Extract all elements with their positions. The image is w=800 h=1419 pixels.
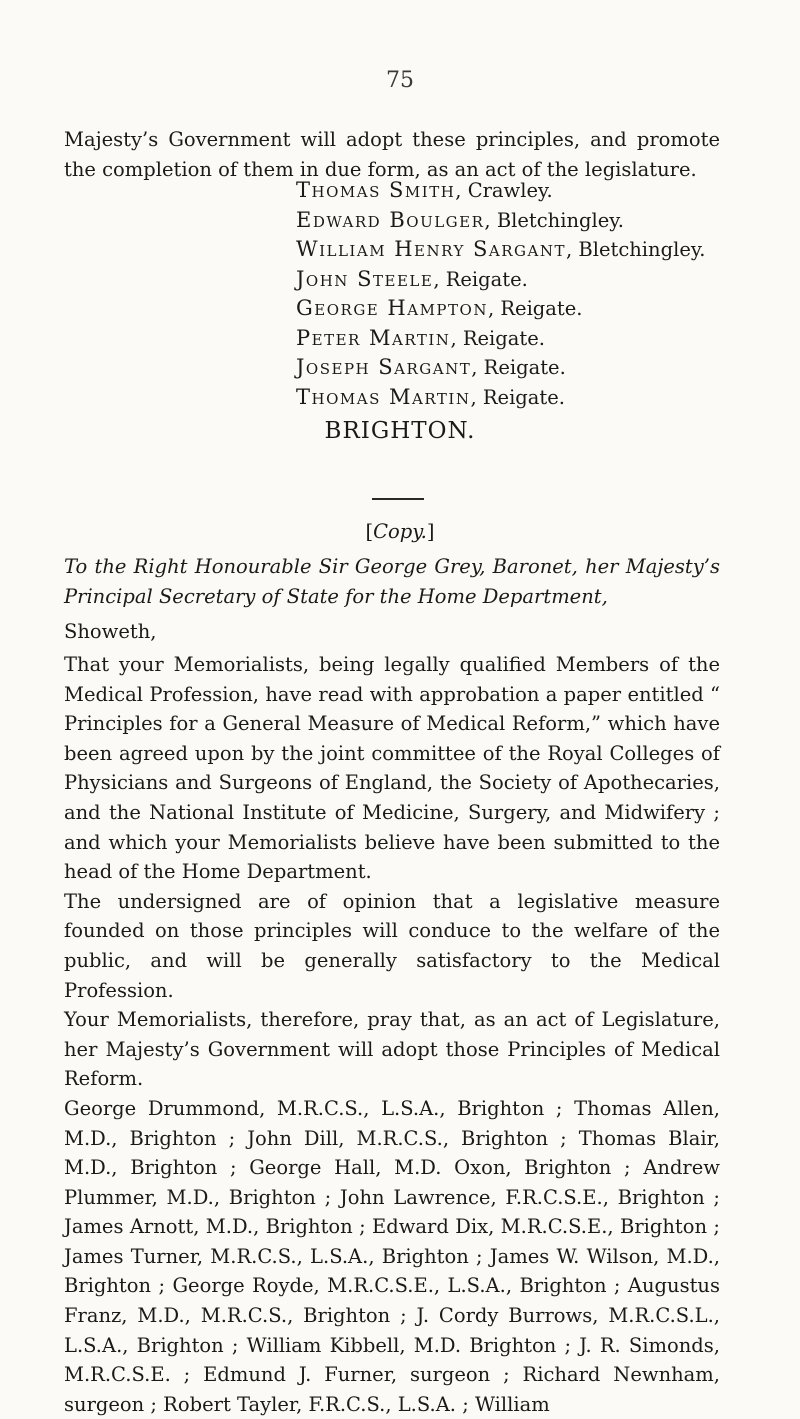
page-number: 75: [386, 68, 414, 93]
showeth-line: Showeth,: [64, 620, 157, 643]
signatory-place: , Bletchingley.: [484, 208, 624, 232]
signatory-line: [296, 206, 756, 236]
signatory-name: Thomas Martin: [296, 384, 471, 409]
signatory-place: , Reigate.: [433, 267, 528, 291]
paragraph-memorialists: That your Memorialists, being legally qualified Members of the Medical Profession, have read with approbation a paper entitled “ Principles for a General Measure of Medical Reform,” which have been agreed upon by the joint committee of the Royal Colleges of Physicians and Surgeons of England, the Society of Apothecaries, and the National Institute of Medicine, Surgery, and Midwifery ; and which your Memorialists believe have been submitted to the head of the Home Department.: [64, 653, 720, 884]
signatory-place: , Bletchingley.: [565, 238, 706, 261]
signatory-name: William Henry Sargant: [296, 237, 566, 261]
signatory-line: [296, 265, 756, 295]
signatory-place: , Reigate.: [487, 297, 583, 320]
signatory-name: Edward Boulger: [296, 207, 485, 232]
copy-note-close: ]: [426, 520, 435, 543]
copy-note-word: Copy.: [373, 520, 427, 543]
signatory-line: [296, 294, 756, 324]
section-heading: BRIGHTON.: [324, 418, 476, 444]
signatory-place: , Crawley.: [455, 179, 553, 202]
signatory-line: [296, 353, 756, 383]
copy-note-open: [: [365, 520, 374, 543]
signatory-place: , Reigate.: [471, 356, 566, 379]
signatory-line: [296, 324, 756, 354]
signatory-list: [296, 176, 756, 412]
signatory-place: , Reigate.: [470, 385, 565, 409]
signatory-name: John Steele: [296, 266, 434, 291]
memorial-body: [64, 650, 720, 1419]
paragraph-prayer: Your Memorialists, therefore, pray that, as an act of Legislature, her Majesty’s Government will adopt those Principles of Medical Reform.: [64, 1008, 720, 1091]
signatory-line: [296, 383, 756, 413]
paragraph-opinion: The undersigned are of opinion that a legislative measure founded on those principles will conduce to the welfare of the public, and will be generally satisfactory to the Medical Profession.: [64, 889, 720, 1002]
paragraph-signatories: George Drummond, M.R.C.S., L.S.A., Brighton ; Thomas Allen, M.D., Brighton ; John Dill, M.R.C.S., Brighton ; Thomas Blair, M.D., Brighton ; George Hall, M.D. Oxon, Brighton ; Andrew Plummer, M.D., Brighton ; John Lawrence, F.R.C.S.E., Brighton ; James Arnott, M.D., Brighton ; Edward Dix, M.R.C.S.E., Brighton ; James Turner, M.R.C.S., L.S.A., Brighton ; James W. Wilson, M.D., Brighton ; George Royde, M.R.C.S.E., L.S.A., Brighton ; Augustus Franz, M.D., M.R.C.S., Brighton ; J. Cordy Burrows, M.R.C.S.L., L.S.A., Brighton ; William Kibbell, M.D. Brighton ; J. R. Simonds, M.R.C.S.E. ; Edmund J. Furner, surgeon ; Richard Newnham, surgeon ; Robert Tayler, F.R.C.S., L.S.A. ; William: [64, 1096, 720, 1416]
signatory-name: Thomas Smith: [296, 178, 456, 202]
signatory-place: , Reigate.: [450, 326, 545, 350]
signatory-name: Peter Martin: [296, 325, 451, 350]
signatory-line: [296, 235, 756, 265]
copy-note: [0, 520, 800, 543]
opening-paragraph: Majesty’s Government will adopt these principles, and promote the completion of them in due form, as an act of the legislature.: [64, 128, 720, 181]
section-divider: [372, 498, 424, 500]
signatory-line: [296, 176, 756, 206]
memorial-address: To the Right Honourable Sir George Grey, Baronet, her Majesty’s Principal Secretary of State for the Home Department,: [64, 555, 720, 608]
signatory-name: George Hampton: [296, 296, 488, 320]
signatory-name: Joseph Sargant: [296, 355, 472, 379]
